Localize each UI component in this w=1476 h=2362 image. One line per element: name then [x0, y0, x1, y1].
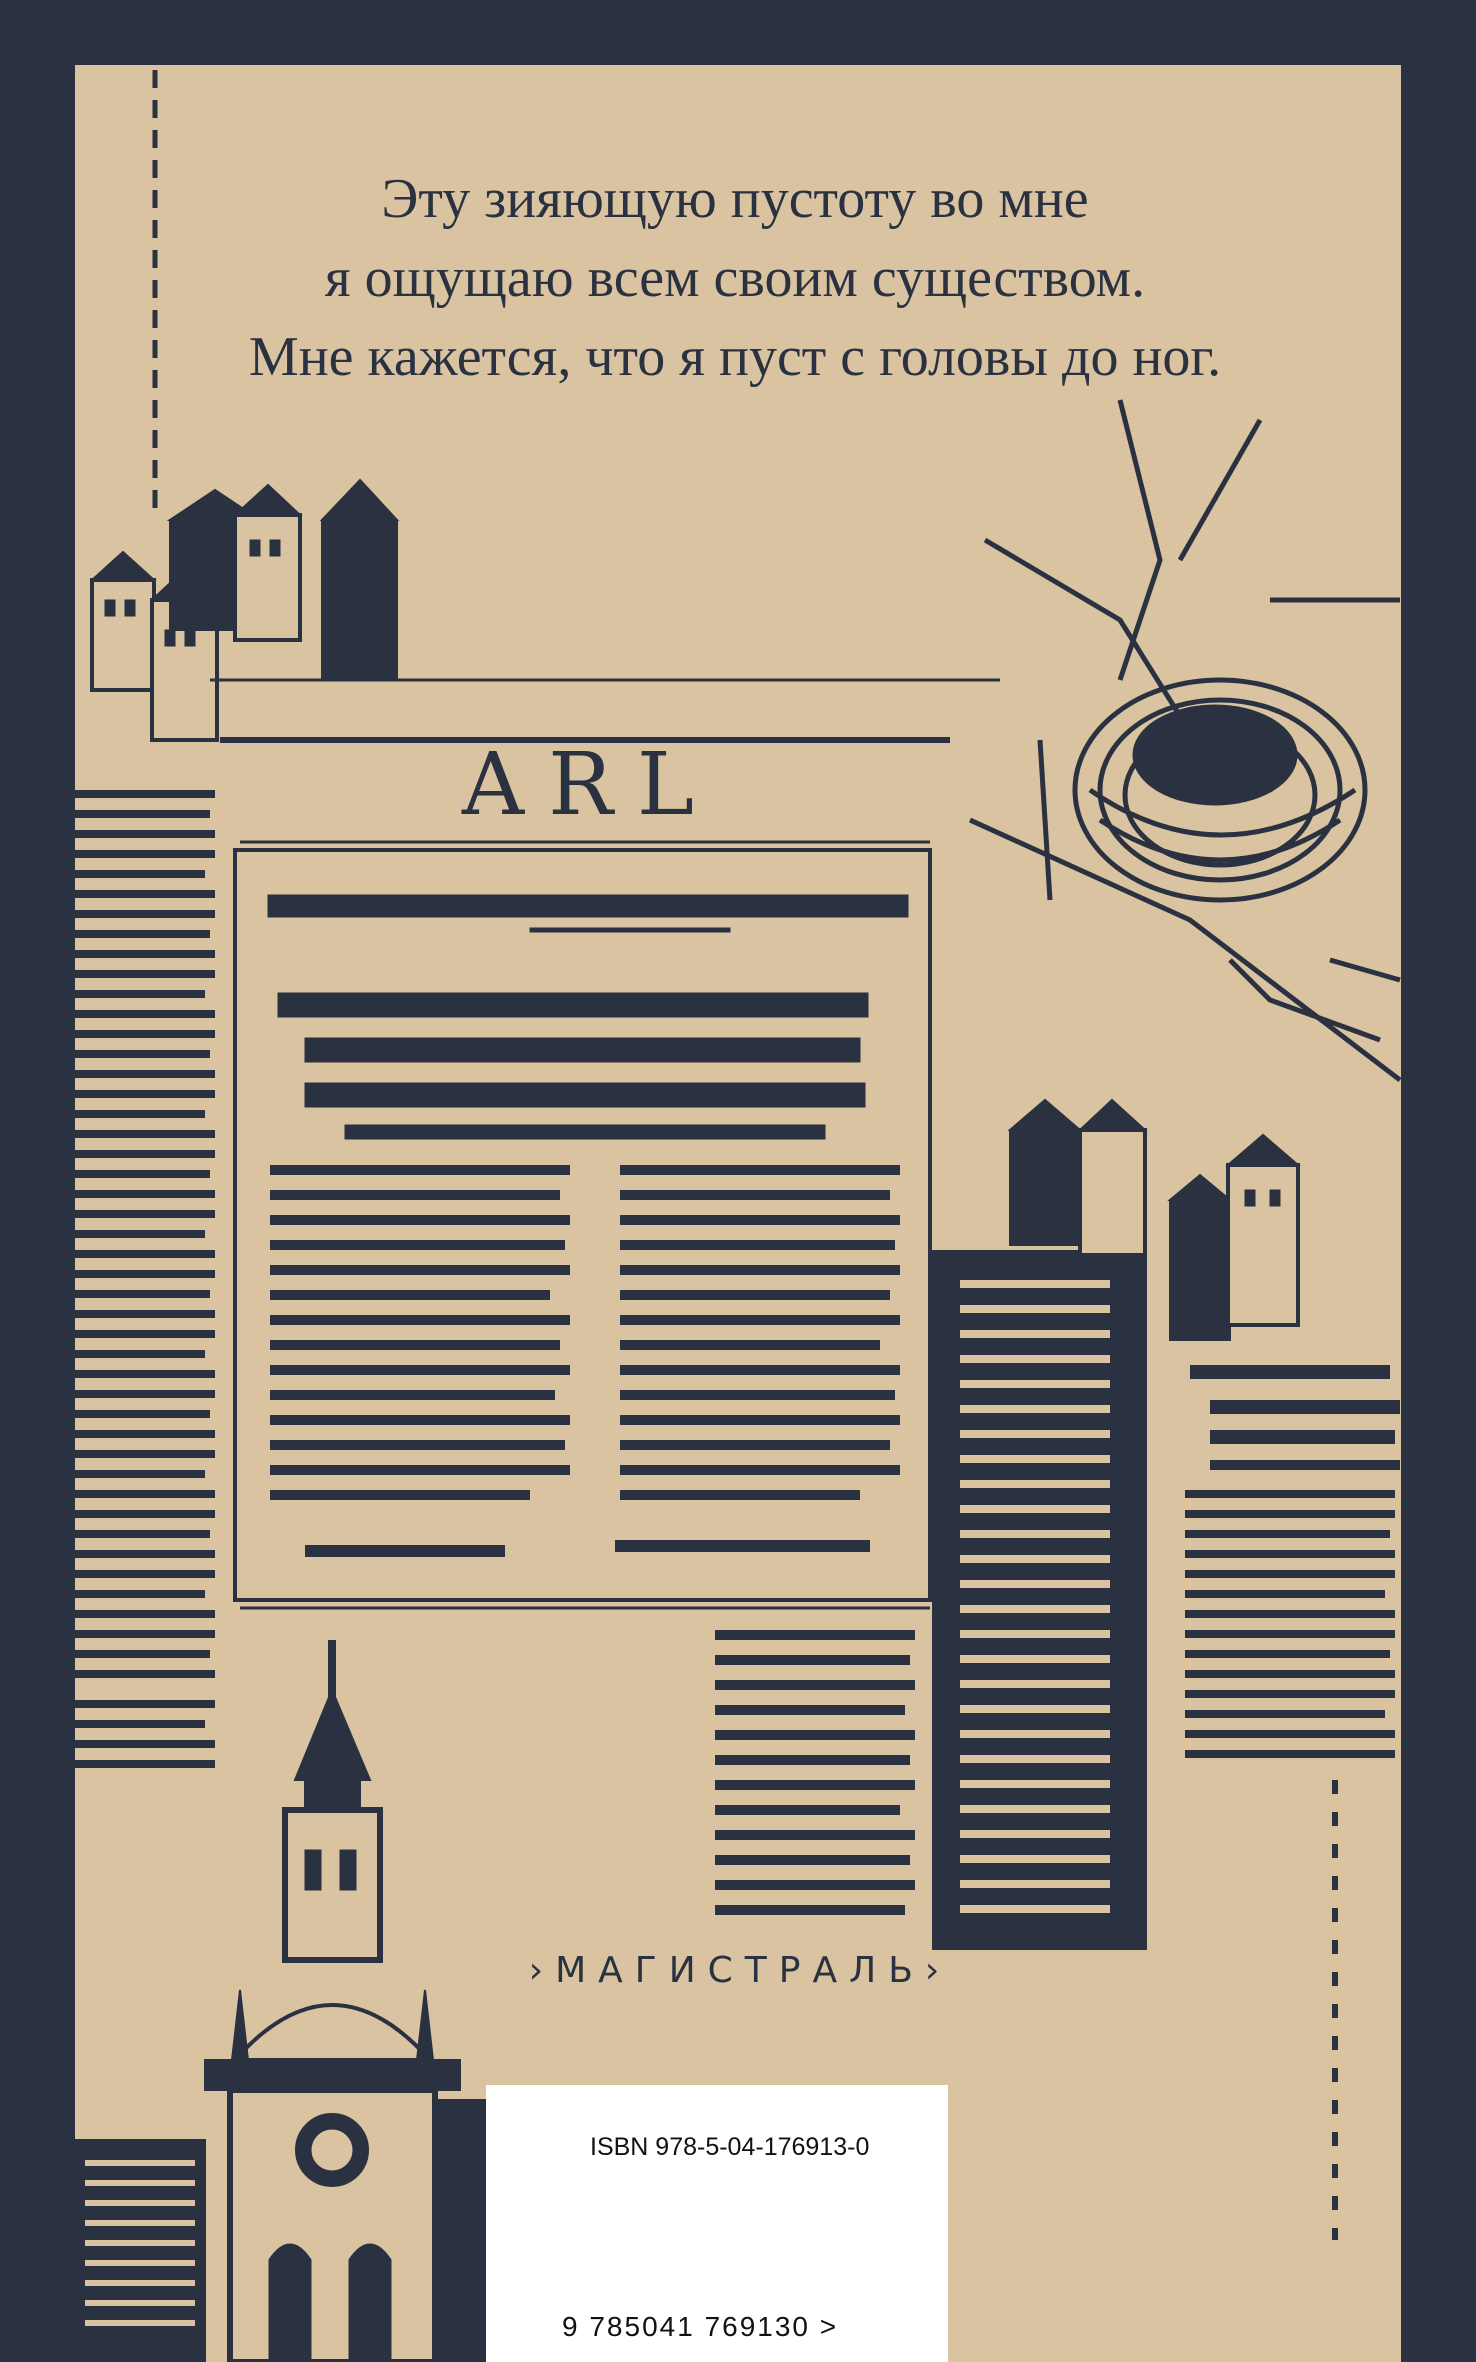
bird-nest-icon [970, 400, 1400, 1080]
quote-line-3: Мне кажется, что я пуст с головы до ног. [248, 326, 1222, 388]
cover-quote [150, 160, 1320, 397]
town-illustration-top-left-icon [92, 480, 1000, 740]
lower-text-block [715, 1630, 915, 1915]
newspaper-column-right [615, 1165, 900, 1552]
right-text-column [1185, 1365, 1400, 1758]
clock-tower-icon [75, 1640, 495, 2362]
isbn-label: ISBN 978-5-04-176913-0 [590, 2133, 870, 2161]
newspaper-headlines [268, 895, 908, 1139]
quote-line-1: Эту зияющую пустоту во мне [381, 168, 1089, 230]
barcode-digits: 9 785041 769130 > [562, 2311, 839, 2342]
dark-building-block [932, 1250, 1147, 1950]
newspaper-column-left [270, 1165, 570, 1557]
left-text-column [75, 790, 215, 1768]
quote-line-2: я ощущаю всем своим существом. [324, 247, 1146, 309]
publisher-logo: ›МАГИСТРАЛЬ› [528, 1950, 952, 1991]
newspaper-masthead: ARL [462, 735, 718, 835]
